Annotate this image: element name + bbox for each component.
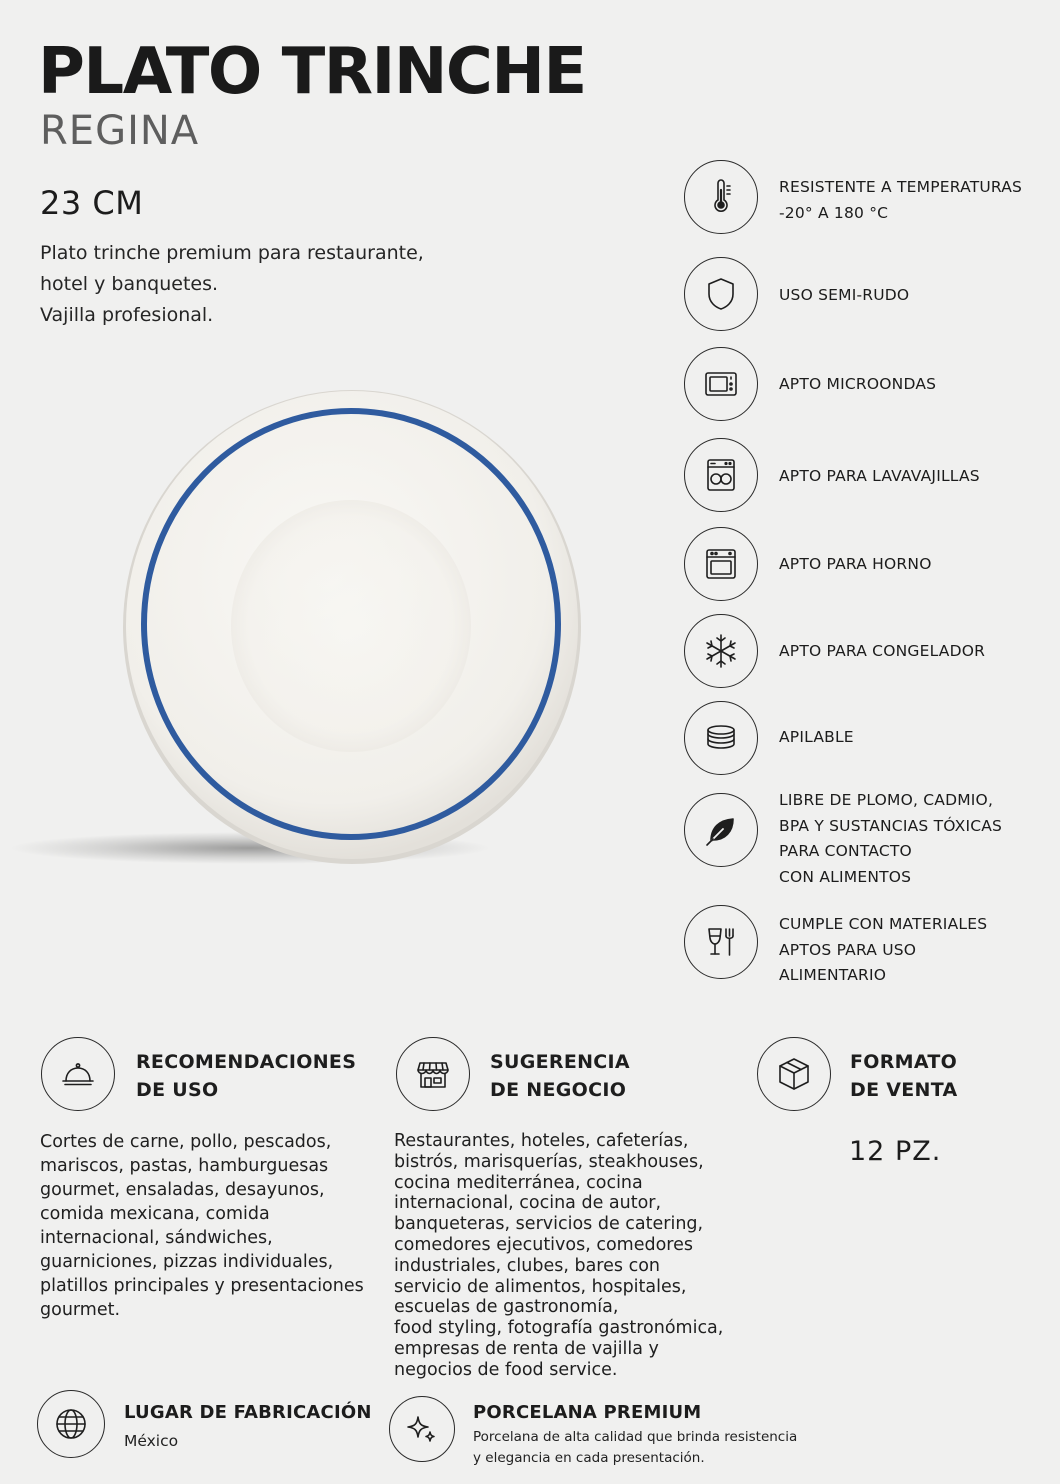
recommendations-heading [136, 1048, 356, 1104]
feature-line: RESISTENTE A TEMPERATURAS [779, 178, 1023, 196]
feature-dishwasher [779, 464, 1039, 490]
product-description [40, 238, 460, 331]
feature-line: CON ALIMENTOS [779, 867, 912, 886]
sparkle-icon [389, 1396, 455, 1462]
body-line: Cortes de carne, pollo, pescados, [40, 1132, 332, 1152]
heading-line: SUGERENCIA [490, 1051, 630, 1073]
recommendations-body [40, 1130, 380, 1322]
feature-line: PARA CONTACTO [779, 842, 912, 860]
body-line: platillos principales y presentaciones [40, 1276, 364, 1296]
store-icon [396, 1037, 470, 1111]
feature-stackable [779, 725, 1039, 751]
body-line: escuelas de gastronomía, [394, 1297, 619, 1318]
feature-line: LIBRE DE PLOMO, CADMIO, [779, 791, 994, 809]
body-line: comedores ejecutivos, comedores [394, 1234, 694, 1255]
body-line: mariscos, pastas, hamburguesas [40, 1156, 329, 1176]
material-heading: PORCELANA PREMIUM [473, 1402, 702, 1423]
body-line: banqueteras, servicios de catering, [394, 1214, 704, 1235]
feature-line: APTO MICROONDAS [779, 375, 937, 393]
feature-freezer [779, 639, 1039, 665]
feature-line: CUMPLE CON MATERIALES [779, 915, 988, 933]
format-value: 12 PZ. [849, 1136, 942, 1167]
cloche-icon [41, 1037, 115, 1111]
feature-food-safe [779, 912, 1039, 989]
microwave-icon [684, 347, 758, 421]
feature-line: APILABLE [779, 728, 854, 746]
body-line: internacional, sándwiches, [40, 1228, 273, 1248]
globe-icon [37, 1390, 105, 1458]
feature-line: BPA Y SUSTANCIAS TÓXICAS [779, 816, 1003, 835]
description-line: hotel y banquetes. [40, 273, 219, 295]
feature-line: USO SEMI-RUDO [779, 286, 910, 304]
dishwasher-icon [684, 438, 758, 512]
body-line: bistrós, marisquerías, steakhouses, [394, 1151, 704, 1172]
heading-line: DE USO [136, 1079, 219, 1101]
plate-illustration [0, 360, 640, 900]
body-line: Restaurantes, hoteles, cafeterías, [394, 1131, 689, 1151]
body-line: negocios de food service. [394, 1359, 618, 1380]
business-heading [490, 1048, 630, 1104]
body-line: y elegancia en cada presentación. [473, 1450, 705, 1466]
body-line: gourmet, ensaladas, desayunos, [40, 1180, 325, 1200]
product-size: 23 CM [40, 184, 144, 222]
plate-image [0, 360, 640, 900]
body-line: servicio de alimentos, hospitales, [394, 1276, 687, 1297]
body-line: empresas de renta de vajilla y [394, 1338, 659, 1359]
material-body [473, 1427, 797, 1469]
body-line: cocina mediterránea, cocina [394, 1172, 643, 1193]
description-line: Plato trinche premium para restaurante, [40, 242, 424, 264]
feature-temperature [779, 175, 1039, 226]
heading-line: RECOMENDACIONES [136, 1051, 357, 1073]
heading-line: DE NEGOCIO [490, 1079, 627, 1101]
stack-icon [684, 701, 758, 775]
oven-icon [684, 527, 758, 601]
origin-heading: LUGAR DE FABRICACIÓN [124, 1402, 372, 1423]
feature-line: -20° A 180 °C [779, 203, 889, 222]
thermometer-icon [684, 160, 758, 234]
product-subtitle: REGINA [40, 108, 200, 154]
feature-line: APTO PARA CONGELADOR [779, 642, 986, 660]
feature-semi-rugged [779, 283, 1039, 309]
body-line: comida mexicana, comida [40, 1204, 270, 1224]
snowflake-icon [684, 614, 758, 688]
glass-fork-icon [684, 905, 758, 979]
business-body [394, 1131, 734, 1381]
feature-microwave [779, 372, 1039, 398]
origin-body: México [124, 1432, 179, 1450]
heading-line: DE VENTA [850, 1079, 958, 1101]
feature-toxin-free [779, 788, 1039, 890]
box-icon [757, 1037, 831, 1111]
description-line: Vajilla profesional. [40, 304, 214, 326]
heading-line: FORMATO [850, 1051, 958, 1073]
body-line: Porcelana de alta calidad que brinda resistencia [473, 1429, 798, 1445]
feature-line: APTO PARA HORNO [779, 555, 932, 573]
body-line: industriales, clubes, bares con [394, 1255, 660, 1276]
format-heading [850, 1048, 958, 1104]
body-line: internacional, cocina de autor, [394, 1193, 662, 1214]
page-title: PLATO TRINCHE [38, 35, 586, 109]
feature-line: ALIMENTARIO [779, 966, 887, 984]
feature-line: APTO PARA LAVAVAJILLAS [779, 467, 980, 485]
body-line: gourmet. [40, 1300, 121, 1320]
body-line: food styling, fotografía gastronómica, [394, 1318, 724, 1339]
body-line: guarniciones, pizzas individuales, [40, 1252, 334, 1272]
leaf-icon [684, 793, 758, 867]
feature-line: APTOS PARA USO [779, 940, 917, 959]
shield-icon [684, 257, 758, 331]
feature-oven [779, 552, 1039, 578]
